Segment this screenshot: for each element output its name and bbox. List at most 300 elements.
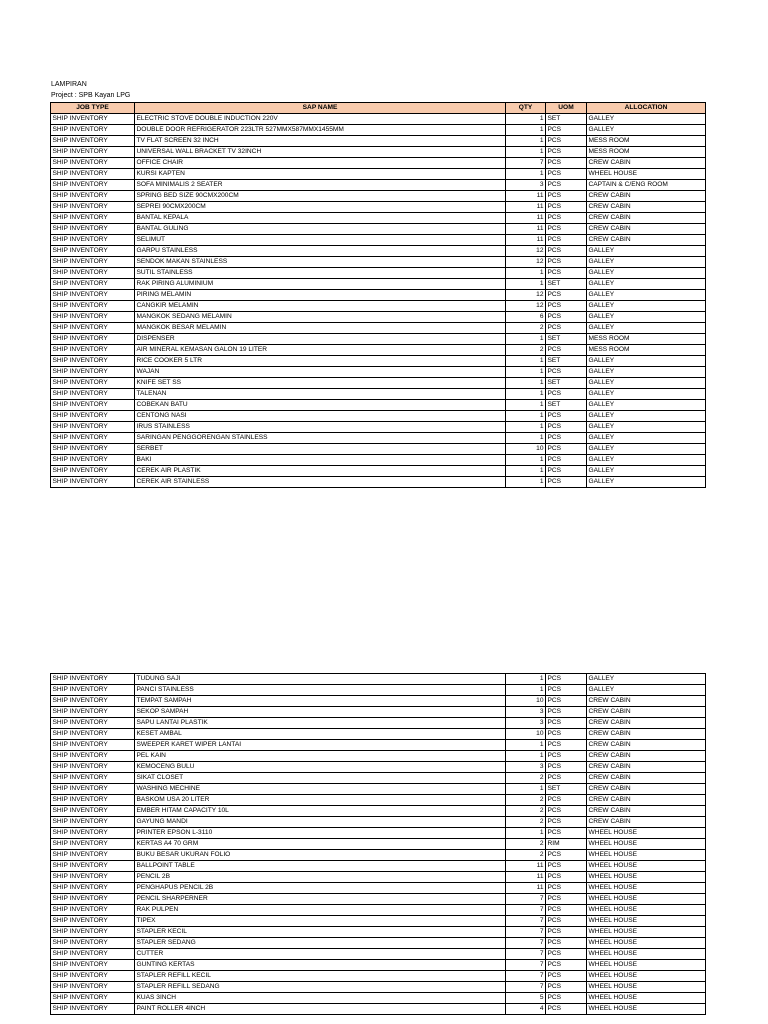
sap-name-cell: SPRING BED SIZE 90CMX200CM xyxy=(135,190,506,201)
allocation-cell: CREW CABIN xyxy=(587,212,706,223)
sap-name-cell: RAK PIRING ALUMINIUM xyxy=(135,278,506,289)
table-row xyxy=(51,817,706,828)
qty-cell: 11 xyxy=(506,234,546,245)
inventory-table-2 xyxy=(50,673,706,1015)
qty-cell: 2 xyxy=(506,806,546,817)
allocation-cell: GALLEY xyxy=(587,300,706,311)
sap-name-cell: KERTAS A4 70 GRM xyxy=(135,839,506,850)
allocation-cell: MESS ROOM xyxy=(587,146,706,157)
allocation-cell: CAPTAIN & C/ENG ROOM xyxy=(587,179,706,190)
job-type-cell: SHIP INVENTORY xyxy=(51,817,135,828)
job-type-cell: SHIP INVENTORY xyxy=(51,916,135,927)
table-row xyxy=(51,212,706,223)
job-type-cell: SHIP INVENTORY xyxy=(51,982,135,993)
allocation-cell: GALLEY xyxy=(587,454,706,465)
table-row xyxy=(51,784,706,795)
allocation-cell: WHEEL HOUSE xyxy=(587,861,706,872)
job-type-cell: SHIP INVENTORY xyxy=(51,894,135,905)
allocation-cell: WHEEL HOUSE xyxy=(587,828,706,839)
table-row xyxy=(51,278,706,289)
qty-cell: 7 xyxy=(506,971,546,982)
qty-cell: 3 xyxy=(506,718,546,729)
uom-cell: PCS xyxy=(546,971,587,982)
qty-cell: 1 xyxy=(506,674,546,685)
allocation-cell: GALLEY xyxy=(587,256,706,267)
table-row xyxy=(51,355,706,366)
allocation-cell: GALLEY xyxy=(587,465,706,476)
allocation-cell: GALLEY xyxy=(587,377,706,388)
sap-name-cell: PENCIL 2B xyxy=(135,872,506,883)
allocation-cell: CREW CABIN xyxy=(587,773,706,784)
allocation-cell: GALLEY xyxy=(587,421,706,432)
table-row xyxy=(51,861,706,872)
allocation-cell: GALLEY xyxy=(587,443,706,454)
table-row xyxy=(51,729,706,740)
job-type-cell: SHIP INVENTORY xyxy=(51,861,135,872)
job-type-cell: SHIP INVENTORY xyxy=(51,366,135,377)
allocation-cell: WHEEL HOUSE xyxy=(587,927,706,938)
job-type-cell: SHIP INVENTORY xyxy=(51,795,135,806)
table-row xyxy=(51,883,706,894)
allocation-cell: GALLEY xyxy=(587,311,706,322)
allocation-cell: GALLEY xyxy=(587,278,706,289)
job-type-cell: SHIP INVENTORY xyxy=(51,289,135,300)
job-type-cell: SHIP INVENTORY xyxy=(51,674,135,685)
qty-cell: 12 xyxy=(506,245,546,256)
job-type-cell: SHIP INVENTORY xyxy=(51,718,135,729)
qty-cell: 7 xyxy=(506,916,546,927)
qty-cell: 1 xyxy=(506,377,546,388)
qty-cell: 5 xyxy=(506,993,546,1004)
allocation-cell: WHEEL HOUSE xyxy=(587,894,706,905)
job-type-cell: SHIP INVENTORY xyxy=(51,179,135,190)
uom-cell: SET xyxy=(546,784,587,795)
table-row xyxy=(51,773,706,784)
table-row xyxy=(51,267,706,278)
allocation-cell: CREW CABIN xyxy=(587,784,706,795)
uom-cell: PCS xyxy=(546,322,587,333)
allocation-cell: CREW CABIN xyxy=(587,740,706,751)
qty-cell: 1 xyxy=(506,124,546,135)
table-row xyxy=(51,454,706,465)
sap-name-cell: PENGHAPUS PENCIL 2B xyxy=(135,883,506,894)
qty-cell: 1 xyxy=(506,410,546,421)
table-row xyxy=(51,762,706,773)
job-type-cell: SHIP INVENTORY xyxy=(51,696,135,707)
table-row xyxy=(51,322,706,333)
sap-name-cell: CEREK AIR STAINLESS xyxy=(135,476,506,487)
job-type-cell: SHIP INVENTORY xyxy=(51,245,135,256)
qty-cell: 1 xyxy=(506,135,546,146)
column-header-sap-name: SAP NAME xyxy=(135,102,506,113)
job-type-cell: SHIP INVENTORY xyxy=(51,927,135,938)
sap-name-cell: SELIMUT xyxy=(135,234,506,245)
sap-name-cell: SENDOK MAKAN STAINLESS xyxy=(135,256,506,267)
sap-name-cell: KESET AMBAL xyxy=(135,729,506,740)
job-type-cell: SHIP INVENTORY xyxy=(51,421,135,432)
job-type-cell: SHIP INVENTORY xyxy=(51,311,135,322)
sap-name-cell: MANGKOK BESAR MELAMIN xyxy=(135,322,506,333)
qty-cell: 7 xyxy=(506,894,546,905)
column-header-allocation: ALLOCATION xyxy=(587,102,706,113)
job-type-cell: SHIP INVENTORY xyxy=(51,1004,135,1015)
table-row xyxy=(51,905,706,916)
sap-name-cell: STAPLER KECIL xyxy=(135,927,506,938)
qty-cell: 7 xyxy=(506,938,546,949)
sap-name-cell: CENTONG NASI xyxy=(135,410,506,421)
qty-cell: 12 xyxy=(506,256,546,267)
allocation-cell: GALLEY xyxy=(587,685,706,696)
uom-cell: PCS xyxy=(546,157,587,168)
uom-cell: PCS xyxy=(546,773,587,784)
allocation-cell: GALLEY xyxy=(587,388,706,399)
allocation-cell: WHEEL HOUSE xyxy=(587,839,706,850)
uom-cell: PCS xyxy=(546,916,587,927)
job-type-cell: SHIP INVENTORY xyxy=(51,883,135,894)
job-type-cell: SHIP INVENTORY xyxy=(51,168,135,179)
sap-name-cell: SARINGAN PENGGORENGAN STAINLESS xyxy=(135,432,506,443)
job-type-cell: SHIP INVENTORY xyxy=(51,234,135,245)
sap-name-cell: CEREK AIR PLASTIK xyxy=(135,465,506,476)
table-row xyxy=(51,982,706,993)
sap-name-cell: CUTTER xyxy=(135,949,506,960)
table-row xyxy=(51,135,706,146)
sap-name-cell: WAJAN xyxy=(135,366,506,377)
qty-cell: 1 xyxy=(506,168,546,179)
table-body-1 xyxy=(51,113,706,487)
uom-cell: PCS xyxy=(546,454,587,465)
sap-name-cell: OFFICE CHAIR xyxy=(135,157,506,168)
table-row xyxy=(51,377,706,388)
qty-cell: 1 xyxy=(506,366,546,377)
allocation-cell: WHEEL HOUSE xyxy=(587,960,706,971)
table-row xyxy=(51,476,706,487)
table-row xyxy=(51,234,706,245)
table-row xyxy=(51,190,706,201)
job-type-cell: SHIP INVENTORY xyxy=(51,432,135,443)
uom-cell: PCS xyxy=(546,674,587,685)
uom-cell: PCS xyxy=(546,740,587,751)
uom-cell: PCS xyxy=(546,223,587,234)
uom-cell: PCS xyxy=(546,872,587,883)
sap-name-cell: RICE COOKER 5 LTR xyxy=(135,355,506,366)
uom-cell: PCS xyxy=(546,311,587,322)
table-row xyxy=(51,300,706,311)
table-row xyxy=(51,938,706,949)
job-type-cell: SHIP INVENTORY xyxy=(51,135,135,146)
qty-cell: 2 xyxy=(506,322,546,333)
sap-name-cell: UNIVERSAL WALL BRACKET TV 32INCH xyxy=(135,146,506,157)
allocation-cell: GALLEY xyxy=(587,366,706,377)
uom-cell: SET xyxy=(546,278,587,289)
uom-cell: PCS xyxy=(546,894,587,905)
sap-name-cell: GARPU STAINLESS xyxy=(135,245,506,256)
qty-cell: 2 xyxy=(506,773,546,784)
sap-name-cell: PENCIL SHARPERNER xyxy=(135,894,506,905)
table-header-row xyxy=(51,102,706,113)
allocation-cell: CREW CABIN xyxy=(587,223,706,234)
table-row xyxy=(51,465,706,476)
table-row xyxy=(51,795,706,806)
qty-cell: 11 xyxy=(506,861,546,872)
table-row xyxy=(51,696,706,707)
job-type-cell: SHIP INVENTORY xyxy=(51,773,135,784)
qty-cell: 3 xyxy=(506,707,546,718)
qty-cell: 12 xyxy=(506,300,546,311)
allocation-cell: GALLEY xyxy=(587,355,706,366)
job-type-cell: SHIP INVENTORY xyxy=(51,971,135,982)
job-type-cell: SHIP INVENTORY xyxy=(51,872,135,883)
qty-cell: 2 xyxy=(506,344,546,355)
table-row xyxy=(51,707,706,718)
uom-cell: PCS xyxy=(546,410,587,421)
table-row xyxy=(51,432,706,443)
uom-cell: PCS xyxy=(546,256,587,267)
qty-cell: 1 xyxy=(506,388,546,399)
qty-cell: 2 xyxy=(506,839,546,850)
sap-name-cell: GUNTING KERTAS xyxy=(135,960,506,971)
job-type-cell: SHIP INVENTORY xyxy=(51,388,135,399)
table-row xyxy=(51,674,706,685)
uom-cell: PCS xyxy=(546,729,587,740)
allocation-cell: CREW CABIN xyxy=(587,762,706,773)
allocation-cell: CREW CABIN xyxy=(587,718,706,729)
table-row xyxy=(51,388,706,399)
table-row xyxy=(51,960,706,971)
uom-cell: PCS xyxy=(546,850,587,861)
uom-cell: SET xyxy=(546,377,587,388)
allocation-cell: CREW CABIN xyxy=(587,234,706,245)
uom-cell: PCS xyxy=(546,982,587,993)
allocation-cell: WHEEL HOUSE xyxy=(587,1004,706,1015)
allocation-cell: CREW CABIN xyxy=(587,696,706,707)
uom-cell: PCS xyxy=(546,795,587,806)
qty-cell: 1 xyxy=(506,421,546,432)
uom-cell: PCS xyxy=(546,135,587,146)
qty-cell: 2 xyxy=(506,817,546,828)
uom-cell: PCS xyxy=(546,1004,587,1015)
job-type-cell: SHIP INVENTORY xyxy=(51,762,135,773)
allocation-cell: GALLEY xyxy=(587,399,706,410)
allocation-cell: GALLEY xyxy=(587,410,706,421)
allocation-cell: WHEEL HOUSE xyxy=(587,971,706,982)
table-row xyxy=(51,850,706,861)
qty-cell: 7 xyxy=(506,927,546,938)
allocation-cell: GALLEY xyxy=(587,245,706,256)
sap-name-cell: CANGKIR MELAMIN xyxy=(135,300,506,311)
job-type-cell: SHIP INVENTORY xyxy=(51,850,135,861)
qty-cell: 11 xyxy=(506,223,546,234)
allocation-cell: CREW CABIN xyxy=(587,817,706,828)
allocation-cell: GALLEY xyxy=(587,124,706,135)
uom-cell: PCS xyxy=(546,927,587,938)
uom-cell: SET xyxy=(546,355,587,366)
allocation-cell: WHEEL HOUSE xyxy=(587,883,706,894)
sap-name-cell: KURSI KAPTEN xyxy=(135,168,506,179)
uom-cell: PCS xyxy=(546,476,587,487)
allocation-cell: GALLEY xyxy=(587,113,706,124)
qty-cell: 4 xyxy=(506,1004,546,1015)
job-type-cell: SHIP INVENTORY xyxy=(51,278,135,289)
uom-cell: PCS xyxy=(546,707,587,718)
table-row xyxy=(51,949,706,960)
sap-name-cell: SUTIL STAINLESS xyxy=(135,267,506,278)
uom-cell: PCS xyxy=(546,762,587,773)
job-type-cell: SHIP INVENTORY xyxy=(51,993,135,1004)
qty-cell: 1 xyxy=(506,399,546,410)
table-row xyxy=(51,685,706,696)
project-name: Project : SPB Kayan LPG xyxy=(51,91,131,99)
sap-name-cell: DISPENSER xyxy=(135,333,506,344)
qty-cell: 1 xyxy=(506,267,546,278)
sap-name-cell: ELECTRIC STOVE DOUBLE INDUCTION 220V xyxy=(135,113,506,124)
qty-cell: 1 xyxy=(506,432,546,443)
allocation-cell: GALLEY xyxy=(587,432,706,443)
uom-cell: PCS xyxy=(546,289,587,300)
sap-name-cell: BANTAL GULING xyxy=(135,223,506,234)
uom-cell: PCS xyxy=(546,806,587,817)
sap-name-cell: SEKOP SAMPAH xyxy=(135,707,506,718)
sap-name-cell: TUDUNG SAJI xyxy=(135,674,506,685)
sap-name-cell: IRUS STAINLESS xyxy=(135,421,506,432)
qty-cell: 3 xyxy=(506,762,546,773)
table-row xyxy=(51,311,706,322)
sap-name-cell: WASHING MECHINE xyxy=(135,784,506,795)
job-type-cell: SHIP INVENTORY xyxy=(51,157,135,168)
allocation-cell: MESS ROOM xyxy=(587,135,706,146)
allocation-cell: CREW CABIN xyxy=(587,190,706,201)
allocation-cell: WHEEL HOUSE xyxy=(587,916,706,927)
job-type-cell: SHIP INVENTORY xyxy=(51,806,135,817)
qty-cell: 7 xyxy=(506,960,546,971)
sap-name-cell: BASKOM USA 20 LITER xyxy=(135,795,506,806)
sap-name-cell: AIR MINERAL KEMASAN GALON 19 LITER xyxy=(135,344,506,355)
job-type-cell: SHIP INVENTORY xyxy=(51,784,135,795)
job-type-cell: SHIP INVENTORY xyxy=(51,322,135,333)
qty-cell: 10 xyxy=(506,696,546,707)
qty-cell: 1 xyxy=(506,784,546,795)
job-type-cell: SHIP INVENTORY xyxy=(51,344,135,355)
allocation-cell: CREW CABIN xyxy=(587,806,706,817)
qty-cell: 6 xyxy=(506,311,546,322)
qty-cell: 1 xyxy=(506,465,546,476)
job-type-cell: SHIP INVENTORY xyxy=(51,960,135,971)
table-row xyxy=(51,971,706,982)
sap-name-cell: COBEKAN BATU xyxy=(135,399,506,410)
qty-cell: 1 xyxy=(506,685,546,696)
table-row xyxy=(51,410,706,421)
uom-cell: PCS xyxy=(546,190,587,201)
sap-name-cell: SIKAT CLOSET xyxy=(135,773,506,784)
qty-cell: 11 xyxy=(506,872,546,883)
uom-cell: SET xyxy=(546,333,587,344)
qty-cell: 7 xyxy=(506,157,546,168)
inventory-table-1 xyxy=(50,102,706,488)
table-row xyxy=(51,344,706,355)
job-type-cell: SHIP INVENTORY xyxy=(51,465,135,476)
sap-name-cell: RAK PULPEN xyxy=(135,905,506,916)
uom-cell: PCS xyxy=(546,366,587,377)
sap-name-cell: KUAS 3INCH xyxy=(135,993,506,1004)
table-row xyxy=(51,740,706,751)
table-row xyxy=(51,421,706,432)
uom-cell: PCS xyxy=(546,212,587,223)
qty-cell: 1 xyxy=(506,355,546,366)
sap-name-cell: STAPLER REFILL SEDANG xyxy=(135,982,506,993)
table-row xyxy=(51,751,706,762)
job-type-cell: SHIP INVENTORY xyxy=(51,828,135,839)
qty-cell: 1 xyxy=(506,740,546,751)
table-row xyxy=(51,245,706,256)
qty-cell: 7 xyxy=(506,982,546,993)
table-row xyxy=(51,157,706,168)
allocation-cell: WHEEL HOUSE xyxy=(587,993,706,1004)
table-row xyxy=(51,333,706,344)
qty-cell: 11 xyxy=(506,883,546,894)
sap-name-cell: PIRING MELAMIN xyxy=(135,289,506,300)
uom-cell: PCS xyxy=(546,443,587,454)
qty-cell: 1 xyxy=(506,751,546,762)
sap-name-cell: PANCI STAINLESS xyxy=(135,685,506,696)
sap-name-cell: PAINT ROLLER 4INCH xyxy=(135,1004,506,1015)
table-row xyxy=(51,168,706,179)
table-row xyxy=(51,993,706,1004)
job-type-cell: SHIP INVENTORY xyxy=(51,476,135,487)
uom-cell: PCS xyxy=(546,861,587,872)
job-type-cell: SHIP INVENTORY xyxy=(51,938,135,949)
job-type-cell: SHIP INVENTORY xyxy=(51,729,135,740)
job-type-cell: SHIP INVENTORY xyxy=(51,685,135,696)
job-type-cell: SHIP INVENTORY xyxy=(51,949,135,960)
table-row xyxy=(51,1004,706,1015)
uom-cell: PCS xyxy=(546,718,587,729)
sap-name-cell: EMBER HITAM CAPACITY 10L xyxy=(135,806,506,817)
qty-cell: 11 xyxy=(506,212,546,223)
table-body-2 xyxy=(51,674,706,1015)
qty-cell: 11 xyxy=(506,201,546,212)
job-type-cell: SHIP INVENTORY xyxy=(51,256,135,267)
table-row xyxy=(51,872,706,883)
sap-name-cell: BANTAL KEPALA xyxy=(135,212,506,223)
job-type-cell: SHIP INVENTORY xyxy=(51,410,135,421)
sap-name-cell: PEL KAIN xyxy=(135,751,506,762)
uom-cell: PCS xyxy=(546,245,587,256)
allocation-cell: WHEEL HOUSE xyxy=(587,982,706,993)
allocation-cell: GALLEY xyxy=(587,289,706,300)
table-row xyxy=(51,366,706,377)
uom-cell: RIM xyxy=(546,839,587,850)
uom-cell: PCS xyxy=(546,960,587,971)
uom-cell: PCS xyxy=(546,828,587,839)
allocation-cell: GALLEY xyxy=(587,267,706,278)
allocation-cell: CREW CABIN xyxy=(587,795,706,806)
uom-cell: PCS xyxy=(546,388,587,399)
sap-name-cell: STAPLER REFILL KECIL xyxy=(135,971,506,982)
column-header-job-type: JOB TYPE xyxy=(51,102,135,113)
job-type-cell: SHIP INVENTORY xyxy=(51,333,135,344)
job-type-cell: SHIP INVENTORY xyxy=(51,267,135,278)
uom-cell: PCS xyxy=(546,938,587,949)
table-row xyxy=(51,201,706,212)
sap-name-cell: TALENAN xyxy=(135,388,506,399)
uom-cell: PCS xyxy=(546,883,587,894)
table-row xyxy=(51,124,706,135)
table-row xyxy=(51,828,706,839)
table-row xyxy=(51,113,706,124)
allocation-cell: GALLEY xyxy=(587,322,706,333)
column-header-qty: QTY xyxy=(506,102,546,113)
sap-name-cell: TV FLAT SCREEN 32 INCH xyxy=(135,135,506,146)
